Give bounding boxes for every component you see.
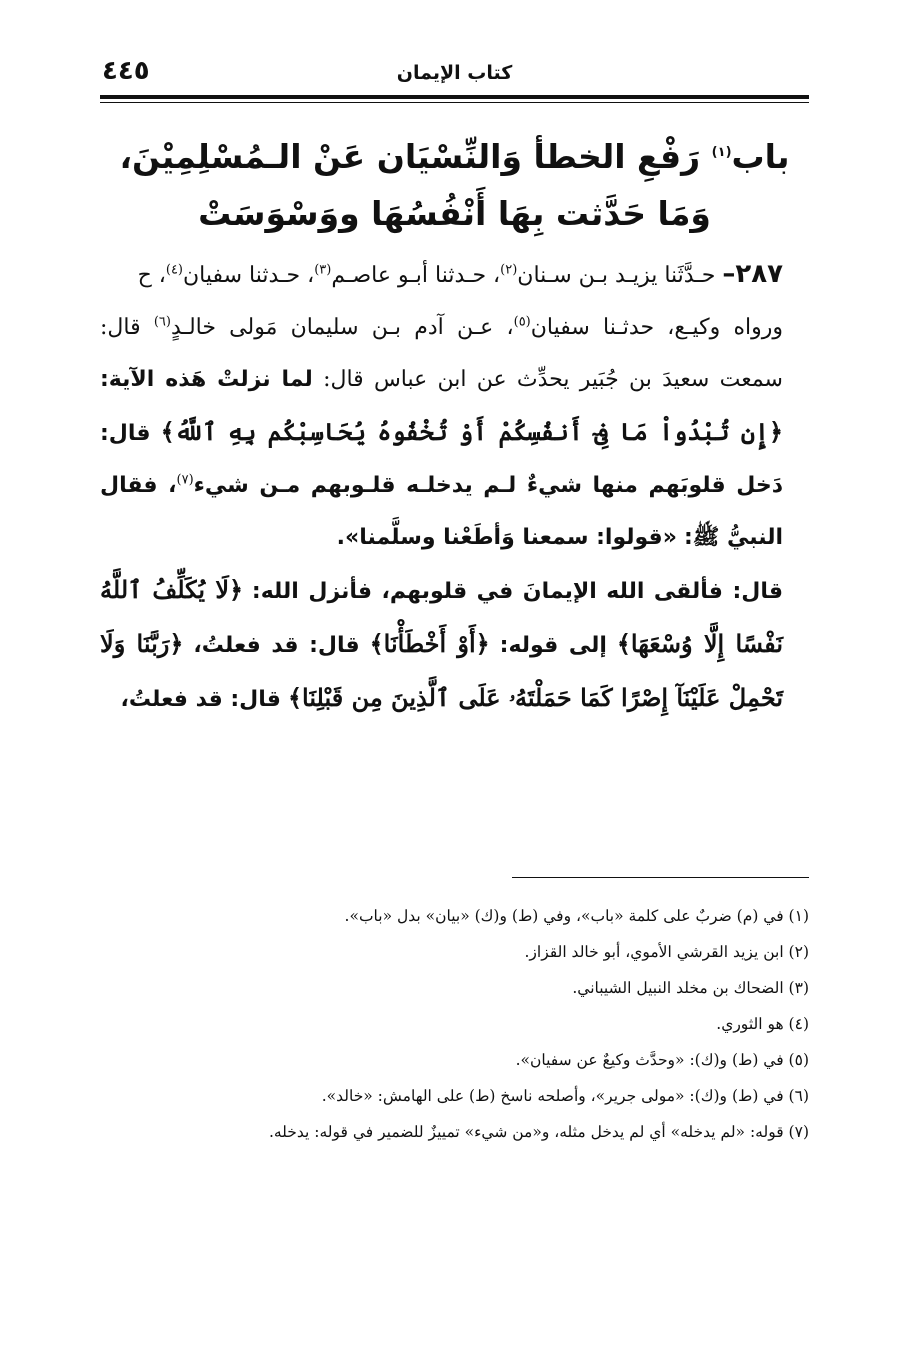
- matn-text: قال: فألقى الله الإيمانَ في قلوبهم، فأنزل الله:: [251, 579, 783, 604]
- isnad-text: ، ح: [137, 263, 166, 288]
- footnote-item: (٥) في (ط) و(ك): «وحدَّث وكيعٌ عن سفيان».: [515, 1051, 809, 1069]
- footnote-marker: (٢): [500, 262, 518, 278]
- isnad-text: ، حـدثنا سفيان: [183, 263, 315, 288]
- footnote-item: (٣) الضحاك بن مخلد النبيل الشيباني.: [572, 979, 809, 997]
- footnote-marker: (٣): [314, 262, 332, 278]
- chapter-title-text: رَفْعِ الخطأ وَالنِّسْيَان عَنْ الـمُسْلِمِيْنَ، وَمَا حَدَّثت بِهَا أَنْفُسُهَا ووَسْوَسَتْ: [119, 137, 711, 233]
- hadith-number: ٢٨٧–: [722, 259, 783, 289]
- footnotes: [100, 898, 809, 1150]
- hadith-body: [100, 248, 809, 726]
- prophet-quote: «قولوا: سمعنا وَأطَعْنا وسلَّمنا».: [336, 525, 677, 550]
- quran-verse: ﴿إِن تُبْدُواْ مَا فِىٓ أَنفُسِكُمْ أَوْ تُخْفُوهُ يُحَاسِبْكُم بِهِ ٱللَّهُ﴾: [160, 417, 784, 446]
- isnad-text: ، حـدثنا أبـو عاصـم: [331, 263, 501, 288]
- footnote-item: (٦) في (ط) و(ك): «مولى جرير»، وأصلحه ناسخ (ط) على الهامش: «خالد».: [321, 1087, 809, 1105]
- matn-text: ، فقال النبيُّ ﷺ:: [100, 473, 783, 550]
- matn-text: قال: قد فعلتُ،: [193, 633, 360, 658]
- footnote-separator: [512, 877, 809, 878]
- matn-text: قال: قد فعلتُ،: [120, 687, 281, 712]
- running-title: كتاب الإيمان: [396, 62, 513, 84]
- matn-text: قال: دَخل قلوبَهم منها شيءٌ لـم يدخلـه قلـوبهم مـن شيء: [100, 421, 784, 498]
- footnote-marker: (٥): [513, 314, 531, 330]
- isnad-text: قال: سمعت سعيدَ بن جُبَير يحدِّث عن ابن عباس قال:: [100, 315, 783, 392]
- footnote-item: (٤) هو الثوري.: [716, 1015, 809, 1033]
- footnote-marker: (٦): [153, 314, 171, 330]
- page-header: [100, 58, 809, 94]
- header-rule-thick: [100, 95, 809, 99]
- quran-verse: ﴿لَا يُكَلِّفُ ٱللَّهُ نَفْسًا إِلَّا وُسْعَهَا﴾: [100, 575, 783, 658]
- chapter-label: باب: [731, 137, 790, 176]
- footnote-marker: (٧): [176, 472, 194, 488]
- hadith-paragraph-2: [100, 302, 809, 564]
- isnad-text: ، عـن آدم بـن سليمان مَولى خالـدٍ: [170, 315, 514, 340]
- matn-text: إلى قوله:: [499, 633, 607, 658]
- matn-text: لما نزلتْ هَذه الآية:: [100, 367, 313, 392]
- isnad-text: ورواه وكيـع، حدثـنا سفيان: [530, 315, 783, 340]
- footnote-item: (٧) قوله: «لم يدخله» أي لم يدخل مثله، و«من شيء» تمييزٌ للضمير في قوله: يدخله.: [268, 1123, 809, 1141]
- header-rule-thin: [100, 102, 809, 103]
- footnote-marker: (٤): [165, 262, 183, 278]
- hadith-paragraph-1: [100, 248, 809, 302]
- chapter-title: [100, 128, 809, 242]
- quran-verse: ﴿أَوْ أَخْطَأْنَا﴾: [369, 629, 490, 658]
- hadith-paragraph-3: [100, 564, 809, 726]
- isnad-text: حـدَّثَنا يزيـد بـن سـنان: [517, 263, 716, 288]
- footnote-item: (٢) ابن يزيد القرشي الأموي، أبو خالد القزاز.: [524, 943, 809, 961]
- footnote-item: (١) في (م) ضربٌ على كلمة «باب»، وفي (ط) و(ك) «بيان» بدل «باب».: [344, 907, 809, 925]
- page-number: ٤٤٥: [102, 56, 150, 86]
- quran-verse: ﴿رَبَّنَا وَلَا تَحْمِلْ عَلَيْنَآ إِصْرًا كَمَا حَمَلْتَهُۥ عَلَى ٱلَّذِينَ مِن قَبْلِنَا﴾: [100, 629, 783, 712]
- footnote-marker: (١): [711, 145, 732, 160]
